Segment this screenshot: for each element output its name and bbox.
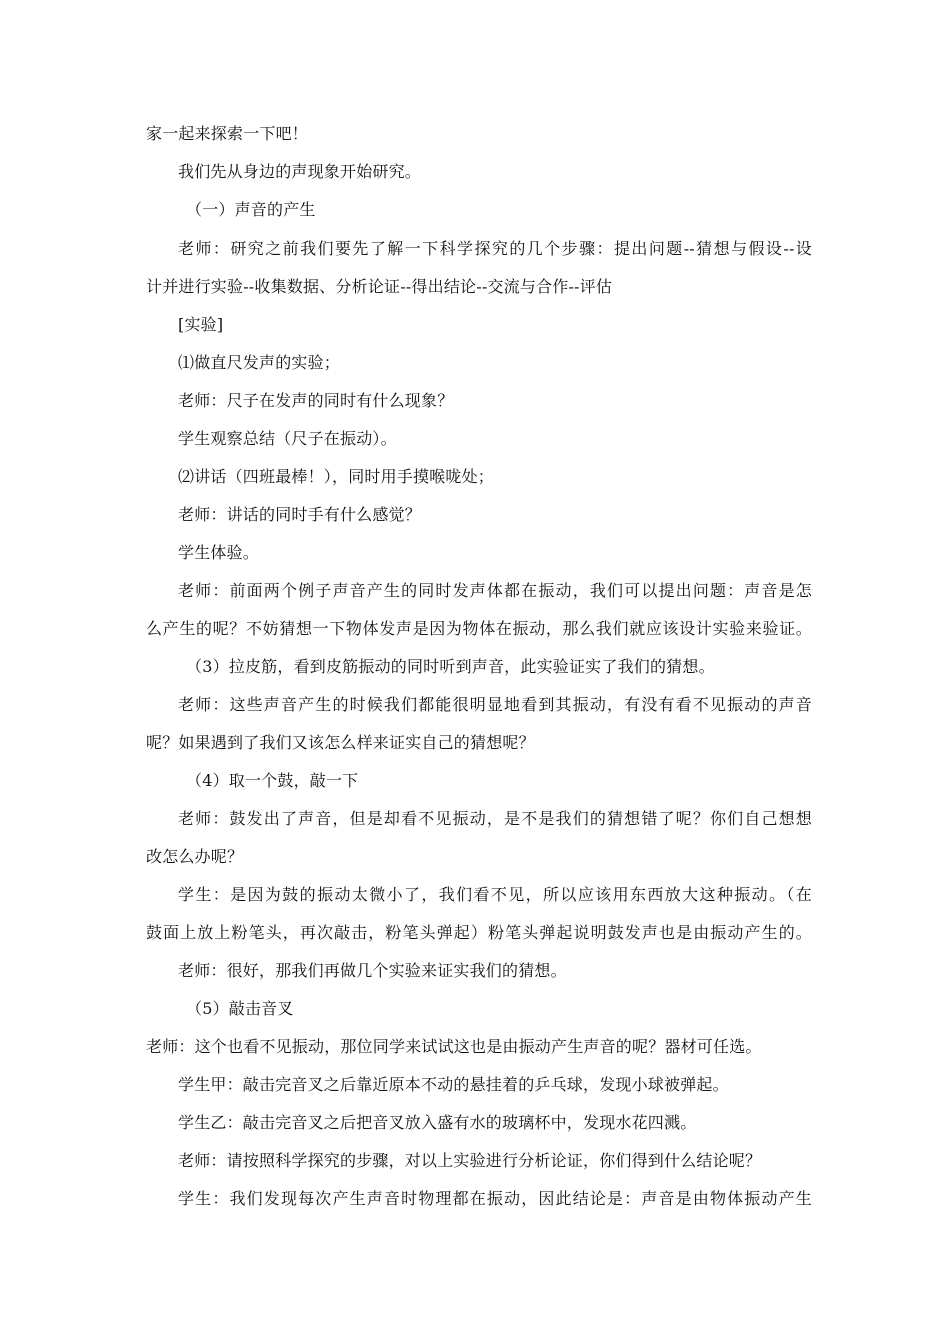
text-line: 学生：我们发现每次产生声音时物理都在振动，因此结论是：声音是由物体振动产生 — [178, 1189, 812, 1208]
text-line: 老师：这些声音产生的时候我们都能很明显地看到其振动，有没有看不见振动的声音 — [178, 695, 812, 714]
text-line: 我们先从身边的声现象开始研究。 — [178, 162, 422, 181]
text-line: ⑵讲话（四班最棒！），同时用手摸喉咙处； — [178, 467, 495, 486]
text-line: 老师：研究之前我们要先了解一下科学探究的几个步骤：提出问题--猜想与假设--设 — [178, 239, 812, 258]
text-line: 改怎么办呢？ — [146, 847, 244, 866]
text-line: 学生体验。 — [178, 543, 260, 562]
text-line: （3）拉皮筋，看到皮筋振动的同时听到声音，此实验证实了我们的猜想。 — [186, 657, 715, 676]
text-line: 么产生的呢？不妨猜想一下物体发声是因为物体在振动，那么我们就应该设计实验来验证。 — [146, 619, 812, 638]
text-line: 学生：是因为鼓的振动太微小了，我们看不见，所以应该用东西放大这种振动。（在 — [178, 885, 812, 904]
text-line: 家一起来探索一下吧！ — [146, 124, 309, 143]
text-line: ⑴做直尺发声的实验； — [178, 353, 341, 372]
section-heading: （一）声音的产生 — [186, 200, 316, 219]
text-line: 老师：尺子在发声的同时有什么现象？ — [178, 391, 454, 410]
text-line: 鼓面上放上粉笔头，再次敲击，粉笔头弹起）粉笔头弹起说明鼓发声也是由振动产生的。 — [146, 923, 812, 942]
text-line: 学生观察总结（尺子在振动）。 — [178, 429, 397, 448]
text-line: 老师：讲话的同时手有什么感觉？ — [178, 505, 422, 524]
text-line: 老师：很好，那我们再做几个实验来证实我们的猜想。 — [178, 961, 567, 980]
text-line: （5）敲击音叉 — [186, 999, 294, 1018]
section-label: [实验] — [178, 315, 224, 334]
text-line: 老师：这个也看不见振动，那位同学来试试这也是由振动产生声音的呢？器材可任选。 — [146, 1037, 762, 1056]
text-line: 学生乙：敲击完音叉之后把音叉放入盛有水的玻璃杯中，发现水花四溅。 — [178, 1113, 697, 1132]
text-line: 呢？如果遇到了我们又该怎么样来证实自己的猜想呢？ — [146, 733, 535, 752]
text-line: 老师：前面两个例子声音产生的同时发声体都在振动，我们可以提出问题：声音是怎 — [178, 581, 812, 600]
text-line: 计并进行实验--收集数据、分析论证--得出结论--交流与合作--评估 — [146, 277, 613, 296]
text-line: （4）取一个鼓，敲一下 — [186, 771, 359, 790]
text-line: 老师：请按照科学探究的步骤，对以上实验进行分析论证，你们得到什么结论呢？ — [178, 1151, 762, 1170]
text-line: 学生甲：敲击完音叉之后靠近原本不动的悬挂着的乒乓球，发现小球被弹起。 — [178, 1075, 729, 1094]
text-line: 老师：鼓发出了声音，但是却看不见振动，是不是我们的猜想错了呢？你们自己想想 — [178, 809, 812, 828]
